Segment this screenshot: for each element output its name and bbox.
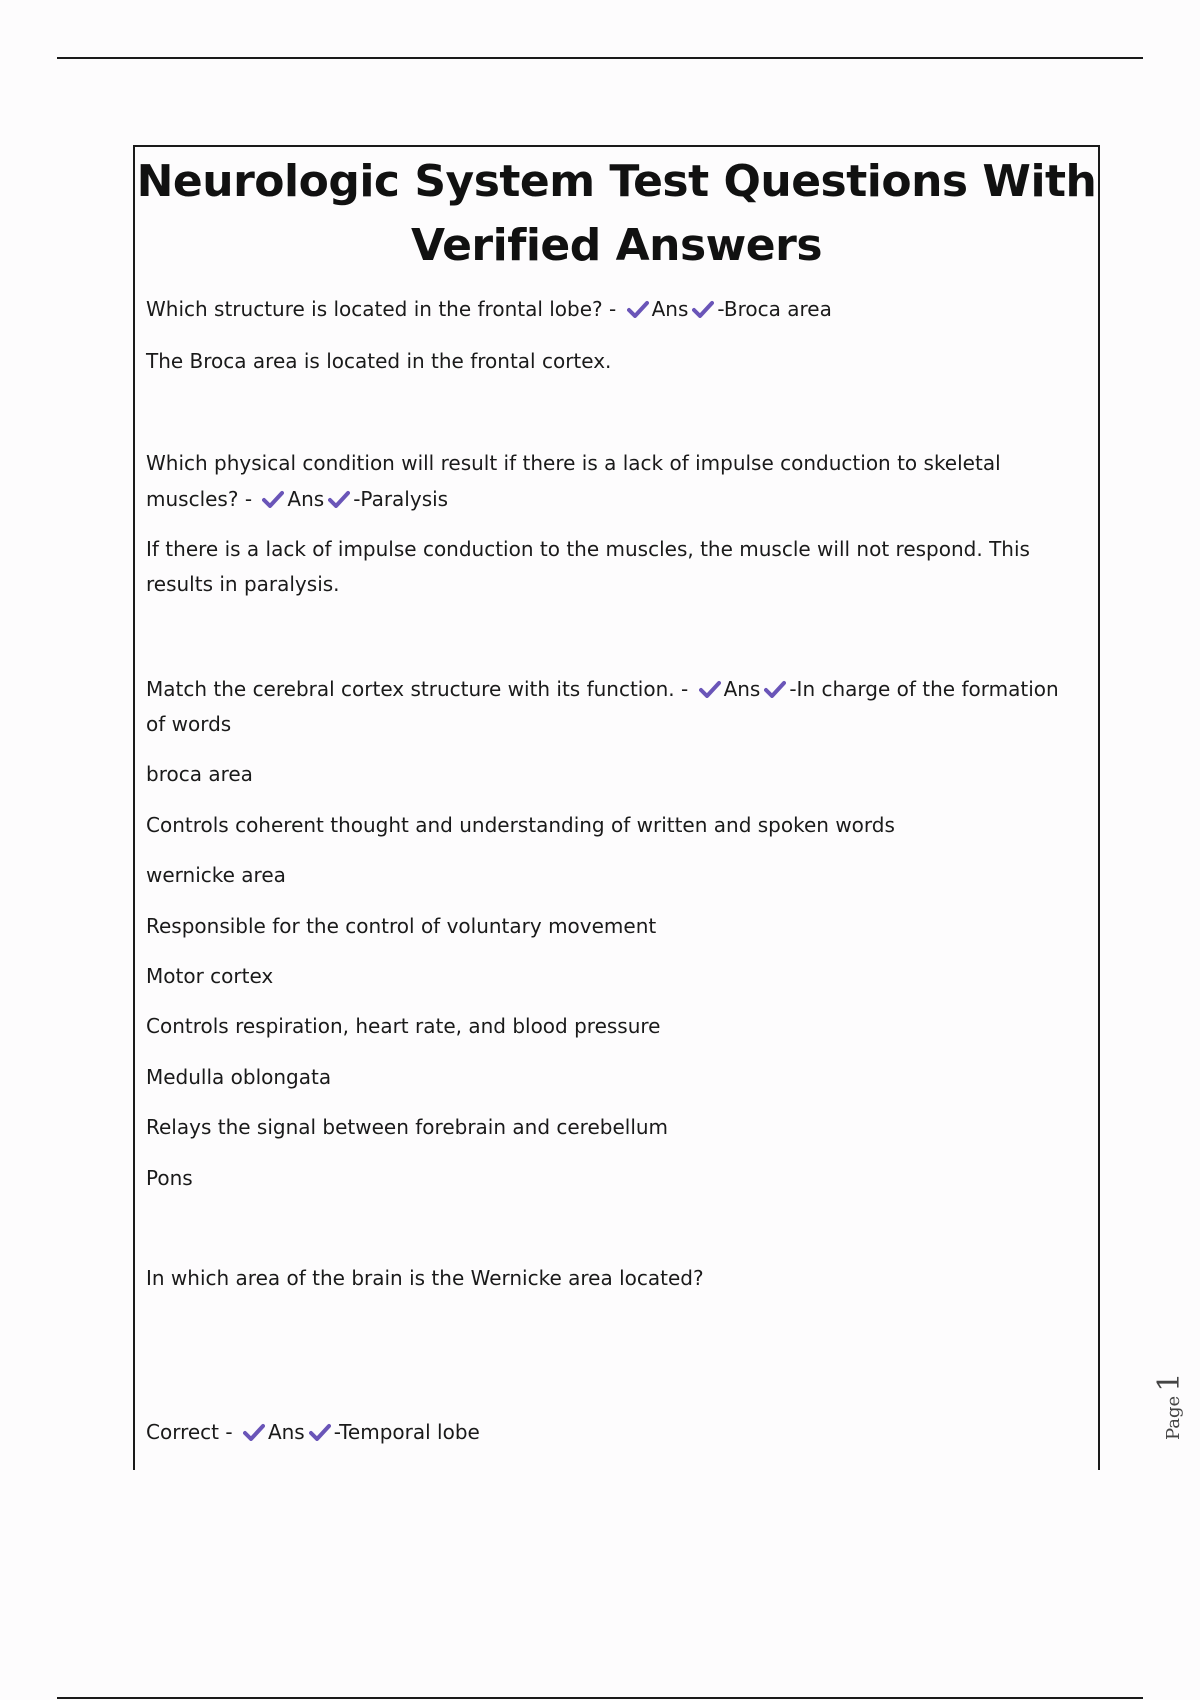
check-icon [243,1423,265,1441]
q3-answer: -In charge of the formation [789,677,1059,701]
q3-question-line [146,672,1086,707]
q4-answer-line [146,1415,1086,1450]
check-icon [328,490,350,508]
q4-question: In which area of the brain is the Wernicke area located? [146,1266,704,1290]
q3-item-medulla: Medulla oblongata [146,1065,332,1089]
title-line-2: Verified Answers [410,220,823,271]
q2-explanation-line-1: If there is a lack of impulse conduction to the muscles, the muscle will not respond. This [146,537,1030,561]
q2-question-end: muscles? - [146,487,253,511]
q4-answer: -Temporal lobe [333,1420,480,1444]
page-number-label [1152,1373,1187,1440]
q3-question: Match the cerebral cortex structure with its function. - [146,677,689,701]
q4-correct-label: Correct - [146,1420,233,1444]
check-icon [764,680,786,698]
q2-answer: -Paralysis [353,487,449,511]
q2-ans-label: Ans [287,487,325,511]
check-icon [627,300,649,318]
document-title [135,150,1098,278]
q3-item-function-2: Responsible for the control of voluntary movement [146,914,657,938]
q1-question: Which structure is located in the frontal lobe? - [146,297,617,321]
q2-question-line-1: Which physical condition will result if there is a lack of impulse conduction to skeletal [146,451,1001,475]
q3-item-motor-cortex: Motor cortex [146,964,274,988]
q3-item-function-3: Controls respiration, heart rate, and blood pressure [146,1014,661,1038]
q3-ans-label: Ans [723,677,761,701]
q2-explanation-line-2: results in paralysis. [146,572,340,596]
q1-ans-label: Ans [651,297,689,321]
q3-item-broca: broca area [146,762,253,786]
q3-item-function-1: Controls coherent thought and understanding of written and spoken words [146,813,895,837]
q1-explanation: The Broca area is located in the frontal cortex. [146,349,612,373]
check-icon [262,490,284,508]
title-line-1: Neurologic System Test Questions With [136,156,1097,207]
q4-ans-label: Ans [267,1420,305,1444]
header-rule [57,57,1143,59]
q3-item-pons: Pons [146,1166,193,1190]
q3-item-wernicke: wernicke area [146,863,286,887]
footer-rule [57,1697,1143,1699]
q3-answer-line-2: of words [146,712,232,736]
page-word: Page [1163,1395,1184,1440]
q1-answer: -Broca area [717,297,832,321]
check-icon [692,300,714,318]
q1-question-line [146,292,1086,327]
page-number: 1 [1152,1372,1187,1392]
check-icon [699,680,721,698]
q2-question-line-2 [146,482,1086,517]
check-icon [309,1423,331,1441]
q3-item-function-4: Relays the signal between forebrain and cerebellum [146,1115,669,1139]
